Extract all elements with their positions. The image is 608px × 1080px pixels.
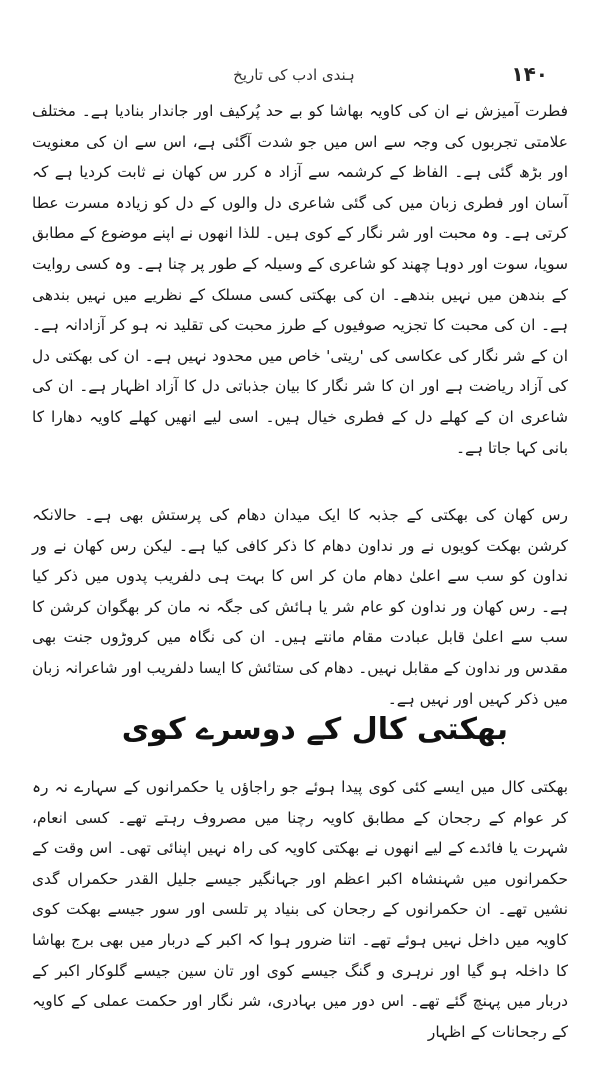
paragraph-rasakhan-style: فطرت آمیزش نے ان کی کاویہ بھاشا کو بے حد پُرکیف اور جاندار بنادیا ہے۔ مختلف علامتی تجربوں کی وجہ سے اس میں جو شدت آگئی ہے، اس سے ان کی معنویت اور بڑھ گئی ہے۔ الفاظ کے کرشمہ سے آزاد ہ کرر س کھان نے ثابت کردیا ہے کہ آسان اور فطری زبان میں کی گئی شاعری دل والوں کے دل کو زیادہ مسرت عطا کرتی ہے۔ وہ محبت اور شر نگار کے کوی ہیں۔ للذا انھوں نے اپنے موضوع کے مطابق سویا، سوت اور دوہا چھند کو شاعری کے وسیلہ کے طور پر چنا ہے۔ وہ کسی روایت کے بندھن میں نہیں بندھے۔ ان کی بھکتی کسی مسلک کے نظریے میں نہیں بندھی ہے۔ ان کی محبت کا تجزیہ صوفیوں کے طرز محبت کی تقلید نہ ہو کر آزادانہ ہے۔ ان کے شر نگار کی عکاسی کی 'ریتی' خاص میں محدود نہیں ہے۔ ان کی بھکتی دل کی آزاد ریاضت ہے اور ان کا شر نگار کا بیان جذباتی دل کا آزاد اظہار ہے۔ ان کی شاعری ان کے کھلے دل کے فطری خیال ہیں۔ اسی لیے انھیں کھلے کاویہ دھارا کا بانی کہا جاتا ہے۔ — [32, 102, 568, 457]
running-header — [40, 60, 548, 90]
paragraph-other-poets: بھکتی کال میں ایسے کئی کوی پیدا ہوئے جو راجاؤں یا حکمرانوں کے سہارے نہ رہ کر عوام کے رجحان کے مطابق کاویہ رچنا میں مصروف رہتے تھے۔ کسی انعام، شہرت یا فائدے کے لیے انھوں نے بھکتی کاویہ کی راہ نہیں اپنائی تھی۔ اس وقت کے حکمرانوں میں شہنشاہ اکبر اعظم اور جہانگیر جیسے جلیل القدر حکمراں گدی نشیں تھے۔ ان حکمرانوں کے رجحان کی بنیاد پر تلسی اور سور جیسے بھکت کوی کاویہ میں داخل نہیں ہوئے تھے۔ اتنا ضرور ہوا کہ اکبر کے دربار میں بھی برج بھاشا کا داخلہ ہو گیا اور نرہری و گنگ جیسے کوی اور تان سین جیسے گلوکار اکبر کے دربار میں پہنچ گئے تھے۔ اس دور میں بہادری، شر نگار اور حکمت عملی کے کاویہ کے رجحانات کے اظہار — [32, 778, 568, 1041]
running-title: ہندی ادب کی تاریخ — [233, 66, 355, 84]
page-number: ۱۴۰ — [511, 62, 548, 86]
section-heading: بھکتی کال کے دوسرے کوی — [121, 712, 508, 747]
paragraph-dham-worship: رس کھان کی بھکتی کے جذبہ کا ایک میدان دھام کی پرستش بھی ہے۔ حالانکہ کرشن بھکت کویوں نے ور نداون دھام کا ذکر کافی کیا ہے۔ لیکن رس کھان نے ور نداون کو سب سے اعلیٰ دھام مان کر اس کا بہت ہی دلفریب پدوں میں ذکر کیا ہے۔ رس کھان ور نداون کو عام شر یا ہائش کی جگہ نہ مان کر بھگوان کرشن کا سب سے اعلیٰ قابل عبادت مقام مانتے ہیں۔ ان کی نگاہ میں کروڑوں جنت بھی مقدس ور نداون کے مقابل نہیں۔ دھام کی ستائش کا ایسا دلفریب اور شاعرانہ زبان میں ذکر کہیں اور نہیں ہے۔ — [32, 506, 568, 708]
